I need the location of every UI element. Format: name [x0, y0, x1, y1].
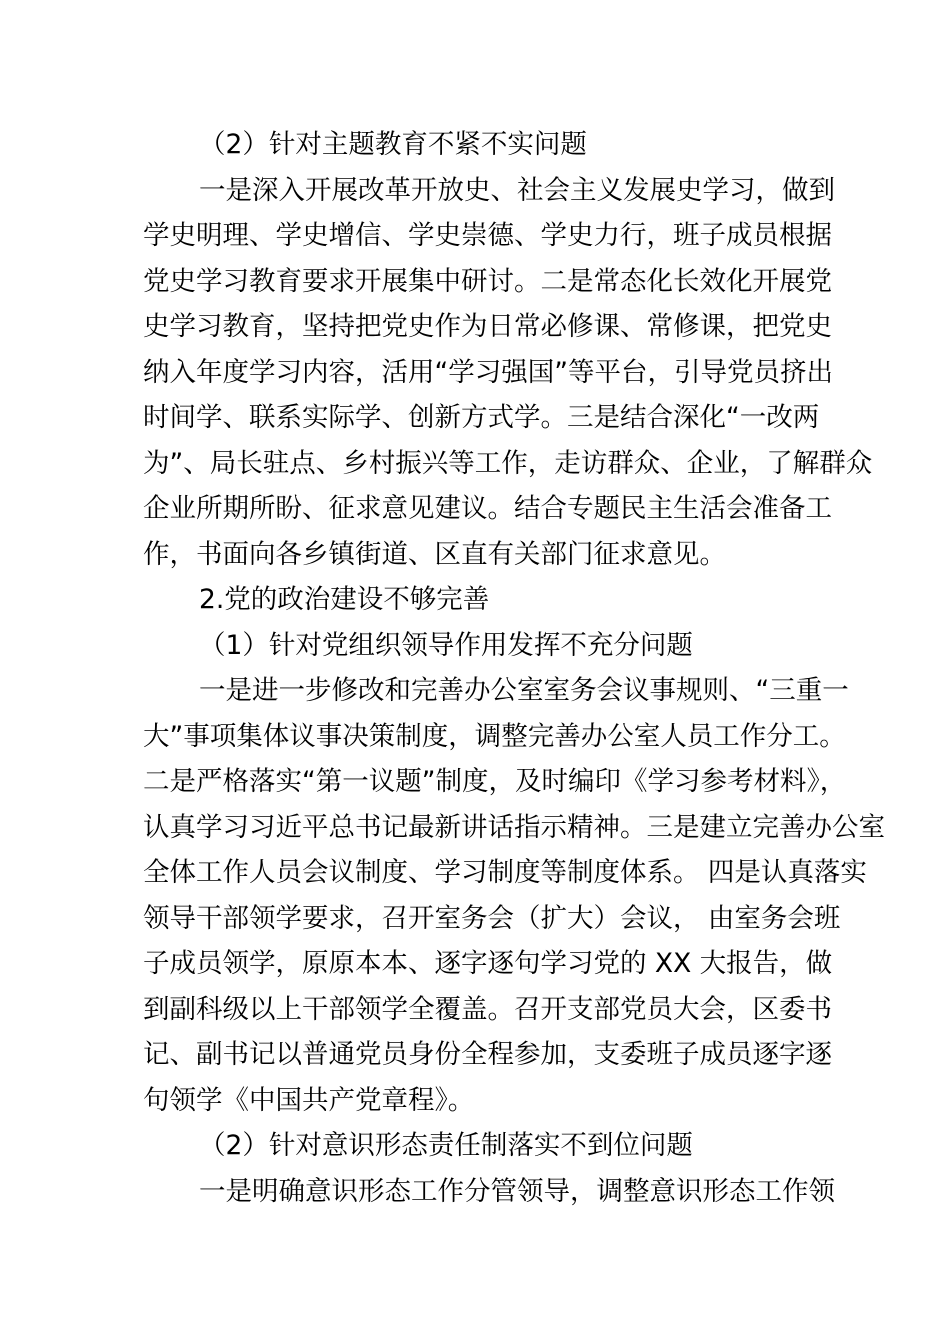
subheading-party-leadership: （1）针对党组织领导作用发挥不充分问题: [199, 629, 693, 661]
document-body: [143, 122, 885, 1214]
subheading-topic-education: （2）针对主题教育不紧不实问题: [199, 129, 587, 160]
paragraph-line: 史学习教育，坚持把党史作为日常必修课、常修课，把党史: [143, 311, 832, 342]
paragraph-line: 一是进一步修改和完善办公室室务会议事规则、“三重一: [199, 675, 849, 706]
paragraph-line: 子成员领学，原原本本、逐字逐句学习党的 XX 大报告，做: [143, 948, 833, 979]
paragraph-line: 领导干部领学要求，召开室务会（扩大）会议， 由室务会班: [143, 902, 841, 934]
paragraph-line: 到副科级以上干部领学全覆盖。召开支部党员大会，区委书: [143, 993, 832, 1025]
paragraph-line: 全体工作人员会议制度、学习制度等制度体系。 四是认真落实: [143, 857, 867, 888]
paragraph-line: 记、副书记以普通党员身份全程参加，支委班子成员逐字逐: [143, 1039, 832, 1070]
section-heading-political-construction: 2.党的政治建设不够完善: [199, 584, 490, 615]
paragraph-ideology-responsibility: [143, 1169, 835, 1215]
paragraph-line: 一是明确意识形态工作分管领导，调整意识形态工作领: [199, 1175, 835, 1207]
paragraph-line: 大”事项集体议事决策制度，调整完善办公室人员工作分工。: [143, 720, 846, 752]
paragraph-party-leadership: [143, 668, 885, 1123]
paragraph-line: 一是深入开展改革开放史、社会主义发展史学习，做到: [199, 174, 835, 206]
paragraph-line: 二是严格落实“第一议题”制度，及时编印《学习参考材料》，: [143, 766, 847, 797]
paragraph-line: 党史学习教育要求开展集中研讨。二是常态化长效化开展党: [143, 265, 832, 297]
paragraph-topic-education: [143, 168, 873, 578]
paragraph-line: 作，书面向各乡镇街道、区直有关部门征求意见。: [143, 538, 726, 570]
paragraph-line: 句领学《中国共产党章程》。: [143, 1084, 475, 1116]
paragraph-line: 纳入年度学习内容，活用“学习强国”等平台，引导党员挤出: [143, 356, 833, 388]
paragraph-line: 为”、局长驻点、乡村振兴等工作，走访群众、企业，了解群众: [143, 447, 873, 479]
subheading-ideology-responsibility: （2）针对意识形态责任制落实不到位问题: [199, 1130, 693, 1161]
paragraph-line: 企业所期所盼、征求意见建议。结合专题民主生活会准备工: [143, 493, 832, 524]
paragraph-line: 学史明理、学史增信、学史崇德、学史力行，班子成员根据: [143, 220, 832, 251]
paragraph-line: 认真学习习近平总书记最新讲话指示精神。三是建立完善办公室: [143, 811, 885, 843]
paragraph-line: 时间学、联系实际学、创新方式学。三是结合深化“一改两: [143, 402, 820, 433]
